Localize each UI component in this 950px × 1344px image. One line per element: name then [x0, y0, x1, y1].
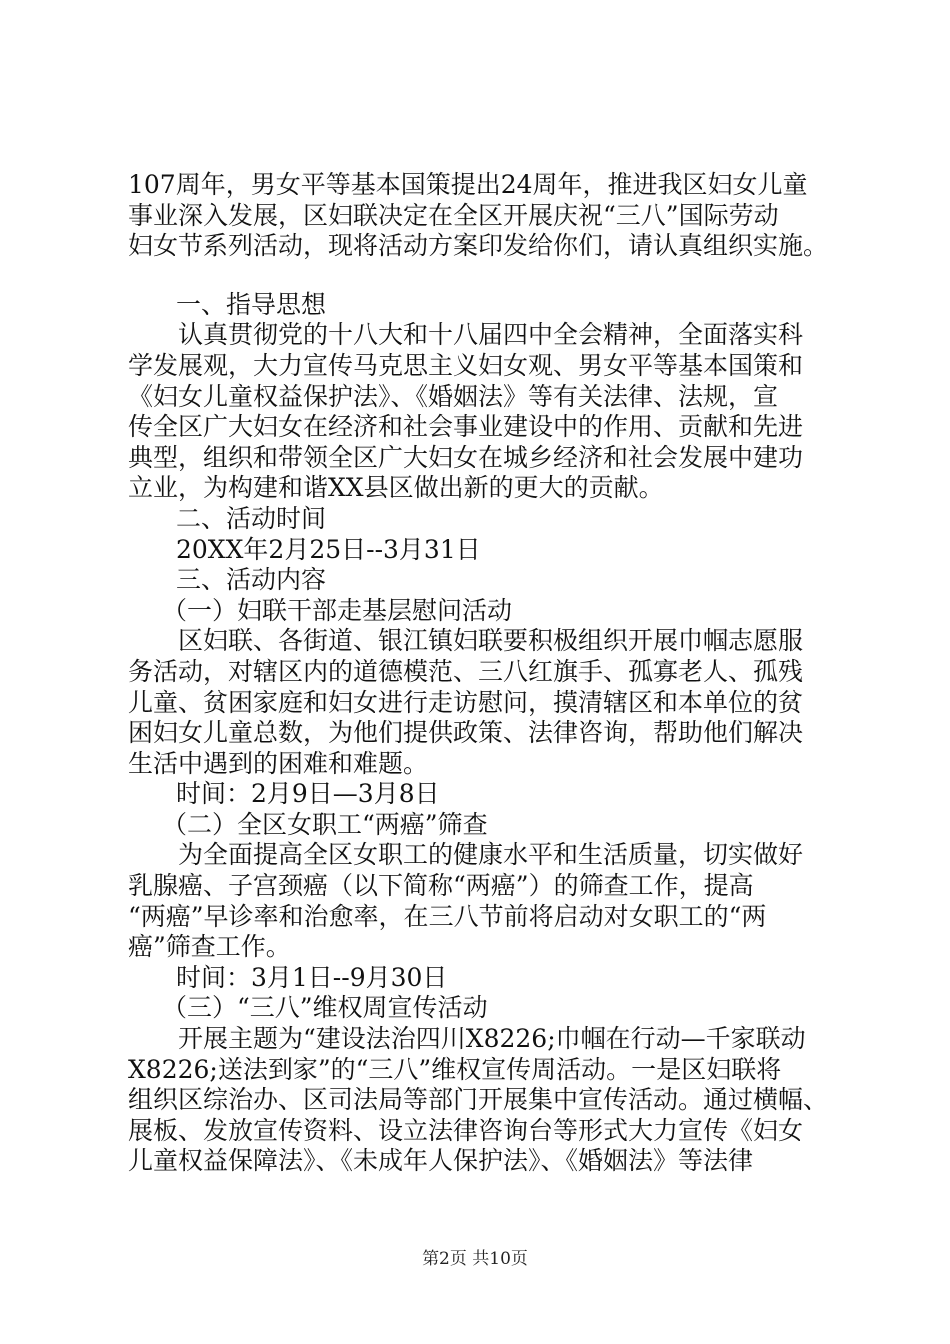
- intro-line: 107周年，男女平等基本国策提出24周年，推进我区妇女儿童: [128, 170, 808, 199]
- section-heading: 三、活动内容: [176, 565, 327, 595]
- paragraph-line: 立业，为构建和谐XX县区做出新的更大的贡献。: [128, 473, 664, 503]
- intro-line: 事业深入发展，区妇联决定在全区开展庆祝“三八”国际劳动: [128, 200, 779, 230]
- subsection-heading: （二）全区女职工“两癌”筛查: [162, 809, 488, 839]
- paragraph-line: 《妇女儿童权益保护法》、《婚姻法》等有关法律、法规，宣: [128, 381, 779, 411]
- paragraph-line: 务活动，对辖区内的道德模范、三八红旗手、孤寡老人、孤残: [128, 656, 804, 686]
- paragraph-line: 生活中遇到的困难和难题。: [128, 748, 429, 778]
- paragraph-line: 认真贯彻党的十八大和十八届四中全会精神，全面落实科: [178, 320, 804, 350]
- section-heading: 二、活动时间: [176, 503, 327, 533]
- paragraph-line: 学发展观，大力宣传马克思主义妇女观、男女平等基本国策和: [128, 350, 804, 380]
- paragraph-line: 乳腺癌、子宫颈癌（以下简称“两癌”）的筛查工作，提高: [128, 871, 754, 901]
- paragraph-line: X8226;送法到家”的“三八”维权宣传周活动。一是区妇联将: [128, 1054, 782, 1084]
- paragraph-line: 开展主题为“建设法治四川X8226;巾帼在行动—千家联动: [178, 1024, 806, 1054]
- item-time: 时间：2月9日—3月8日: [176, 779, 440, 809]
- item-time: 时间：3月1日--9月30日: [176, 962, 448, 992]
- intro-line: 妇女节系列活动，现将活动方案印发给你们，请认真组织实施。: [128, 231, 829, 261]
- paragraph-line: 区妇联、各街道、银江镇妇联要积极组织开展巾帼志愿服: [178, 626, 804, 656]
- subsection-heading: （一）妇联干部走基层慰问活动: [162, 595, 513, 625]
- paragraph-line: 儿童、贫困家庭和妇女进行走访慰问，摸清辖区和本单位的贫: [128, 687, 804, 717]
- document-body: [128, 170, 836, 1177]
- page-number: 第2页 共10页: [422, 1249, 528, 1269]
- paragraph-line: 传全区广大妇女在经济和社会事业建设中的作用、贡献和先进: [128, 412, 804, 442]
- section-heading: 一、指导思想: [176, 289, 327, 319]
- paragraph-line: 为全面提高全区女职工的健康水平和生活质量，切实做好: [178, 840, 804, 870]
- paragraph-line: 组织区综治办、区司法局等部门开展集中宣传活动。通过横幅、: [128, 1085, 829, 1115]
- activity-time: 20XX年2月25日--3月31日: [176, 534, 481, 564]
- paragraph-line: “两癌”早诊率和治愈率，在三八节前将启动对女职工的“两: [128, 901, 767, 931]
- paragraph-gap: [128, 262, 836, 290]
- paragraph-line: 典型，组织和带领全区广大妇女在城乡经济和社会发展中建功: [128, 442, 804, 472]
- paragraph-line: 困妇女儿童总数，为他们提供政策、法律咨询，帮助他们解决: [128, 718, 804, 748]
- subsection-heading: （三）“三八”维权周宣传活动: [162, 993, 488, 1023]
- paragraph-line: 癌”筛查工作。: [128, 932, 291, 962]
- paragraph-line: 展板、发放宣传资料、设立法律咨询台等形式大力宣传《妇女: [128, 1115, 804, 1145]
- paragraph-line: 儿童权益保障法》、《未成年人保护法》、《婚姻法》等法律: [128, 1146, 754, 1176]
